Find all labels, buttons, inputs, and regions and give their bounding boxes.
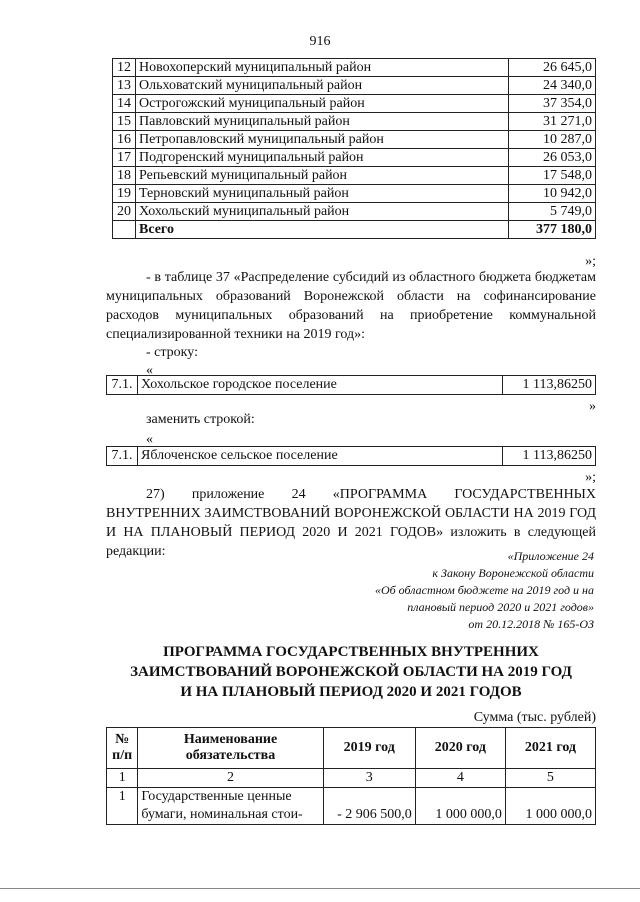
- title-line-3: И НА ПЛАНОВЫЙ ПЕРИОД 2020 И 2021 ГОДОВ: [180, 684, 522, 700]
- appendix-line-4: плановый период 2020 и 2021 годов»: [407, 600, 594, 614]
- borrowing-program-table: [106, 727, 596, 825]
- row-amount: 10 287,0: [509, 131, 596, 149]
- new-row-value: 1 113,86250: [503, 447, 596, 466]
- row-municipality: Новохоперский муниципальный район: [136, 59, 509, 77]
- quote-close-2: »: [589, 399, 596, 414]
- new-row-num: 7.1.: [107, 447, 138, 466]
- table-row: [113, 203, 596, 221]
- sum-caption: Сумма (тыс. рублей): [473, 710, 596, 725]
- row-number: 16: [113, 131, 136, 149]
- table-row: [113, 167, 596, 185]
- header-2020: 2020 год: [415, 728, 505, 769]
- index-row: [107, 769, 596, 788]
- row-number: 15: [113, 113, 136, 131]
- row-amount: 24 340,0: [509, 77, 596, 95]
- header-2019: 2019 год: [323, 728, 415, 769]
- appendix-header: [294, 548, 594, 633]
- table-row: [107, 376, 596, 395]
- row-municipality: Ольховатский муниципальный район: [136, 77, 509, 95]
- row1-2019: - 2 906 500,0: [323, 788, 415, 825]
- table-row: [107, 788, 596, 825]
- row-amount: 10 942,0: [509, 185, 596, 203]
- table-row: [113, 77, 596, 95]
- paragraph-table-37: - в таблице 37 «Распределение субсидий из областного бюджета бюджетам муниципальных образований Воронежской области на софинансирование расходов муниципальных образований на приобретение коммунальной специализированной техники на 2019 год»:: [106, 270, 596, 342]
- table-row: [113, 131, 596, 149]
- row-number: 12: [113, 59, 136, 77]
- header-name: Наименование обязательства: [138, 728, 323, 769]
- subsidy-table-continued: [112, 58, 596, 239]
- quote-open-2: «: [146, 432, 153, 447]
- appendix-line-3: «Об областном бюджете на 2019 год и на: [374, 583, 594, 597]
- table-total-row: [113, 221, 596, 239]
- row1-2020: 1 000 000,0: [415, 788, 505, 825]
- title-line-2: ЗАИМСТВОВАНИЙ ВОРОНЕЖСКОЙ ОБЛАСТИ НА 2019 ГОД: [130, 664, 572, 680]
- quote-close-3: »;: [585, 470, 596, 485]
- row-number: 13: [113, 77, 136, 95]
- replace-label: заменить строкой:: [146, 412, 255, 427]
- header-num: № п/п: [107, 728, 138, 769]
- program-title: [106, 642, 596, 702]
- row-number: 14: [113, 95, 136, 113]
- row-number: 19: [113, 185, 136, 203]
- old-row-name: Хохольское городское поселение: [138, 376, 503, 395]
- row-municipality: Подгоренский муниципальный район: [136, 149, 509, 167]
- row-municipality: Петропавловский муниципальный район: [136, 131, 509, 149]
- index-cell: 2: [138, 769, 323, 788]
- page-number: 916: [309, 34, 331, 49]
- page-bottom-rule: [0, 888, 640, 889]
- row-municipality: Павловский муниципальный район: [136, 113, 509, 131]
- table-row: [113, 95, 596, 113]
- row-number: 20: [113, 203, 136, 221]
- row-number: 18: [113, 167, 136, 185]
- index-cell: 4: [415, 769, 505, 788]
- row-municipality: Острогожский муниципальный район: [136, 95, 509, 113]
- quote-open-1: «: [146, 363, 153, 378]
- old-row-table: [106, 375, 596, 395]
- table-row: [113, 149, 596, 167]
- row-amount: 17 548,0: [509, 167, 596, 185]
- total-value: 377 180,0: [509, 221, 596, 239]
- row-amount: 37 354,0: [509, 95, 596, 113]
- row-number: 17: [113, 149, 136, 167]
- row-amount: 26 053,0: [509, 149, 596, 167]
- row1-name: Государственные ценные бумаги, номинальная стои-: [138, 788, 323, 825]
- row-municipality: Хохольский муниципальный район: [136, 203, 509, 221]
- row1-2021: 1 000 000,0: [505, 788, 595, 825]
- title-line-1: ПРОГРАММА ГОСУДАРСТВЕННЫХ ВНУТРЕННИХ: [163, 644, 539, 660]
- table-row: [107, 447, 596, 466]
- index-cell: 3: [323, 769, 415, 788]
- row-municipality: Репьевский муниципальный район: [136, 167, 509, 185]
- row1-num: 1: [107, 788, 138, 825]
- row-amount: 5 749,0: [509, 203, 596, 221]
- quote-close-1: »;: [585, 254, 596, 269]
- paragraph-appendix-24: 27) приложение 24 «ПРОГРАММА ГОСУДАРСТВЕННЫХ ВНУТРЕННИХ ЗАИМСТВОВАНИЙ ВОРОНЕЖСКОЙ ОБЛАСТИ НА 2019 ГОД И НА ПЛАНОВЫЙ ПЕРИОД 2020 И 2021 ГОДОВ» изложить в следующей редакции:: [106, 487, 596, 559]
- table-row: [113, 59, 596, 77]
- appendix-line-2: к Закону Воронежской области: [432, 566, 594, 580]
- table-row: [113, 113, 596, 131]
- index-cell: 5: [505, 769, 595, 788]
- table-row: [113, 185, 596, 203]
- header-2021: 2021 год: [505, 728, 595, 769]
- stroku-label: - строку:: [146, 345, 198, 360]
- new-row-table: [106, 446, 596, 466]
- total-label: Всего: [136, 221, 509, 239]
- old-row-num: 7.1.: [107, 376, 138, 395]
- appendix-line-1: «Приложение 24: [507, 549, 594, 563]
- index-cell: 1: [107, 769, 138, 788]
- row-amount: 31 271,0: [509, 113, 596, 131]
- new-row-name: Яблоченское сельское поселение: [138, 447, 503, 466]
- table-header-row: [107, 728, 596, 769]
- row-amount: 26 645,0: [509, 59, 596, 77]
- total-num-cell: [113, 221, 136, 239]
- old-row-value: 1 113,86250: [503, 376, 596, 395]
- row-municipality: Терновский муниципальный район: [136, 185, 509, 203]
- appendix-line-5: от 20.12.2018 № 165-ОЗ: [468, 617, 594, 631]
